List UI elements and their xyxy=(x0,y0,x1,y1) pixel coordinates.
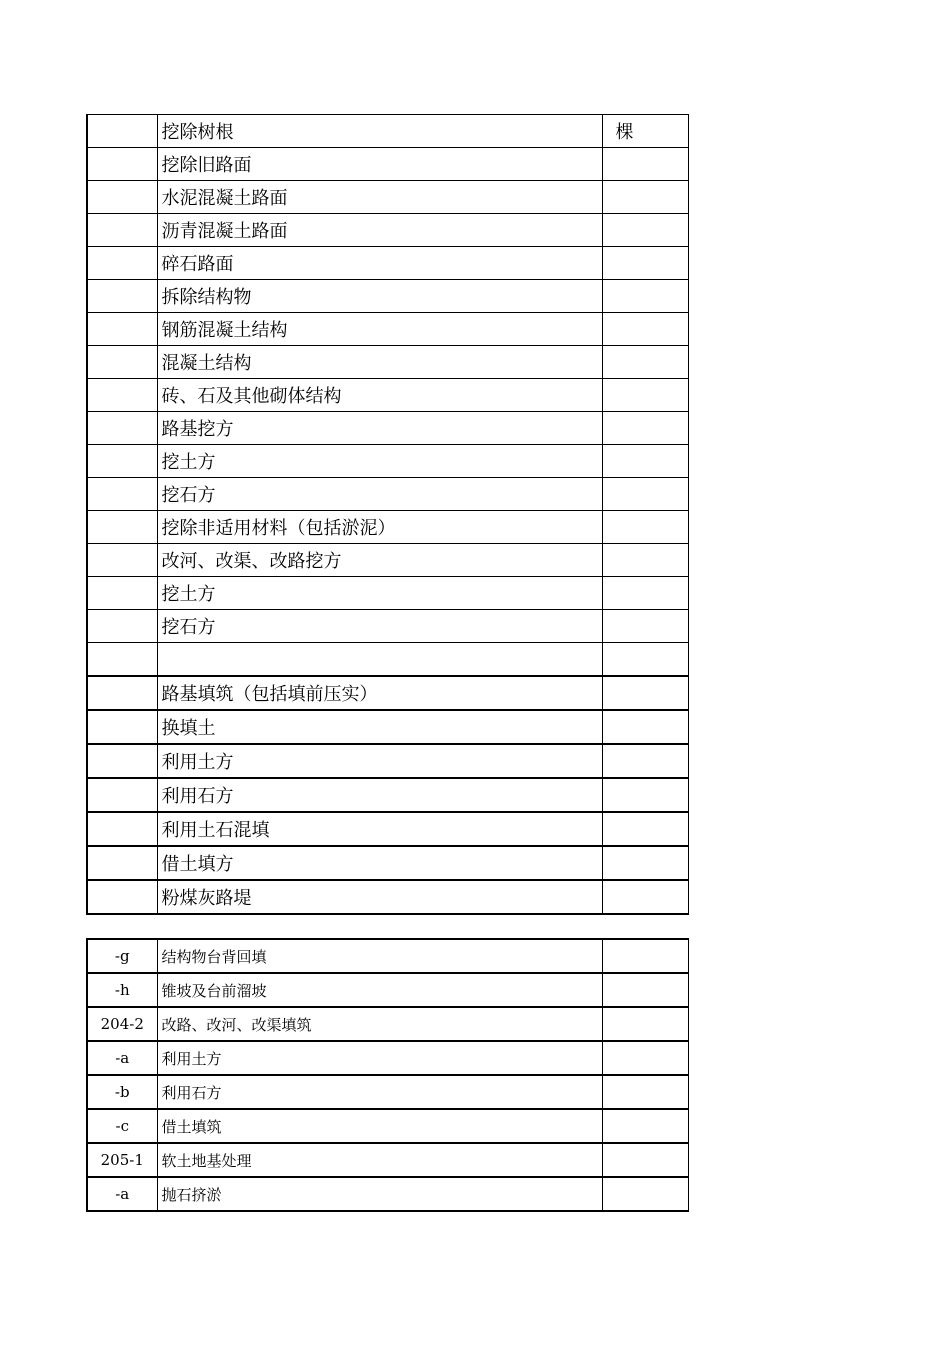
item-name-cell: 利用土方 xyxy=(157,744,602,778)
table-row xyxy=(87,511,688,544)
item-code-cell xyxy=(87,880,157,914)
item-name-cell: 混凝土结构 xyxy=(157,346,602,379)
table-row xyxy=(87,280,688,313)
item-code-cell xyxy=(87,710,157,744)
item-unit-cell xyxy=(602,379,688,412)
item-code-cell xyxy=(87,346,157,379)
item-name-cell: 借土填筑 xyxy=(157,1109,602,1143)
item-code-cell xyxy=(87,379,157,412)
table-row xyxy=(87,247,688,280)
table-row xyxy=(87,744,688,778)
item-name-cell: 利用土方 xyxy=(157,1041,602,1075)
item-code-cell xyxy=(87,744,157,778)
item-code-cell xyxy=(87,445,157,478)
table-row xyxy=(87,610,688,643)
table-row xyxy=(87,214,688,247)
item-name-cell: 结构物台背回填 xyxy=(157,939,602,973)
item-unit-cell xyxy=(602,939,688,973)
item-name-cell: 路基填筑（包括填前压实） xyxy=(157,676,602,710)
item-code-cell: -h xyxy=(87,973,157,1007)
table-row xyxy=(87,577,688,610)
item-code-cell xyxy=(87,148,157,181)
table-row xyxy=(87,939,688,973)
table-row xyxy=(87,1177,688,1211)
item-unit-cell xyxy=(602,812,688,846)
item-name-cell: 利用土石混填 xyxy=(157,812,602,846)
item-unit-cell xyxy=(602,880,688,914)
item-unit-cell xyxy=(602,313,688,346)
item-code-cell xyxy=(87,313,157,346)
table-row xyxy=(87,880,688,914)
item-unit-cell xyxy=(602,478,688,511)
item-code-cell xyxy=(87,115,157,148)
table-row xyxy=(87,181,688,214)
item-code-cell: -c xyxy=(87,1109,157,1143)
item-code-cell xyxy=(87,181,157,214)
item-name-cell: 水泥混凝土路面 xyxy=(157,181,602,214)
item-unit-cell xyxy=(602,1143,688,1177)
item-code-cell: -a xyxy=(87,1177,157,1211)
item-unit-cell xyxy=(602,710,688,744)
item-code-cell xyxy=(87,643,157,677)
item-unit-cell xyxy=(602,148,688,181)
item-code-cell: 205-1 xyxy=(87,1143,157,1177)
item-code-cell xyxy=(87,610,157,643)
item-name-cell: 换填土 xyxy=(157,710,602,744)
item-name-cell: 挖除旧路面 xyxy=(157,148,602,181)
item-code-cell xyxy=(87,412,157,445)
item-code-cell xyxy=(87,247,157,280)
item-code-cell xyxy=(87,280,157,313)
item-name-cell: 借土填方 xyxy=(157,846,602,880)
table-row xyxy=(87,710,688,744)
table-row xyxy=(87,445,688,478)
table-row xyxy=(87,379,688,412)
item-name-cell: 利用石方 xyxy=(157,1075,602,1109)
item-name-cell: 沥青混凝土路面 xyxy=(157,214,602,247)
item-unit-cell xyxy=(602,1041,688,1075)
item-unit-cell xyxy=(602,412,688,445)
item-code-cell xyxy=(87,214,157,247)
item-table-lower-body xyxy=(87,939,688,1211)
item-unit-cell xyxy=(602,346,688,379)
item-name-cell xyxy=(157,643,602,677)
item-unit-cell xyxy=(602,280,688,313)
table-row xyxy=(87,676,688,710)
item-name-cell: 砖、石及其他砌体结构 xyxy=(157,379,602,412)
item-name-cell: 挖除非适用材料（包括淤泥） xyxy=(157,511,602,544)
item-name-cell: 软土地基处理 xyxy=(157,1143,602,1177)
item-code-cell xyxy=(87,544,157,577)
item-unit-cell xyxy=(602,1007,688,1041)
table-row xyxy=(87,1075,688,1109)
table-row xyxy=(87,1007,688,1041)
item-name-cell: 锥坡及台前溜坡 xyxy=(157,973,602,1007)
item-code-cell xyxy=(87,778,157,812)
item-name-cell: 改河、改渠、改路挖方 xyxy=(157,544,602,577)
item-table-lower xyxy=(86,938,689,1212)
item-unit-cell xyxy=(602,181,688,214)
item-name-cell: 抛石挤淤 xyxy=(157,1177,602,1211)
item-code-cell: 204-2 xyxy=(87,1007,157,1041)
table-row xyxy=(87,478,688,511)
table-row xyxy=(87,846,688,880)
item-code-cell xyxy=(87,812,157,846)
item-unit-cell xyxy=(602,643,688,677)
item-code-cell xyxy=(87,577,157,610)
item-unit-cell xyxy=(602,214,688,247)
table-row xyxy=(87,544,688,577)
item-name-cell: 挖土方 xyxy=(157,445,602,478)
item-name-cell: 改路、改河、改渠填筑 xyxy=(157,1007,602,1041)
item-code-cell xyxy=(87,846,157,880)
item-name-cell: 碎石路面 xyxy=(157,247,602,280)
item-name-cell: 挖石方 xyxy=(157,478,602,511)
table-row xyxy=(87,973,688,1007)
table-row xyxy=(87,115,688,148)
item-unit-cell xyxy=(602,610,688,643)
item-unit-cell xyxy=(602,247,688,280)
item-name-cell: 挖土方 xyxy=(157,577,602,610)
table-row xyxy=(87,148,688,181)
item-code-cell xyxy=(87,511,157,544)
item-table-upper xyxy=(86,114,689,915)
table-row xyxy=(87,346,688,379)
table-row xyxy=(87,1143,688,1177)
item-unit-cell xyxy=(602,1109,688,1143)
table-row xyxy=(87,1041,688,1075)
table-row xyxy=(87,643,688,677)
table-row xyxy=(87,778,688,812)
item-name-cell: 路基挖方 xyxy=(157,412,602,445)
table-row xyxy=(87,1109,688,1143)
item-unit-cell xyxy=(602,1075,688,1109)
item-name-cell: 挖石方 xyxy=(157,610,602,643)
item-unit-cell xyxy=(602,744,688,778)
table-row xyxy=(87,313,688,346)
item-unit-cell xyxy=(602,544,688,577)
item-unit-cell: 棵 xyxy=(602,115,688,148)
item-unit-cell xyxy=(602,676,688,710)
item-name-cell: 拆除结构物 xyxy=(157,280,602,313)
item-unit-cell xyxy=(602,846,688,880)
item-code-cell: -g xyxy=(87,939,157,973)
item-table-upper-body xyxy=(87,115,688,915)
table-row xyxy=(87,412,688,445)
item-unit-cell xyxy=(602,778,688,812)
item-unit-cell xyxy=(602,577,688,610)
item-unit-cell xyxy=(602,1177,688,1211)
item-name-cell: 利用石方 xyxy=(157,778,602,812)
item-code-cell xyxy=(87,676,157,710)
item-unit-cell xyxy=(602,511,688,544)
item-unit-cell xyxy=(602,445,688,478)
item-name-cell: 粉煤灰路堤 xyxy=(157,880,602,914)
table-row xyxy=(87,812,688,846)
item-code-cell xyxy=(87,478,157,511)
item-name-cell: 挖除树根 xyxy=(157,115,602,148)
item-code-cell: -b xyxy=(87,1075,157,1109)
item-code-cell: -a xyxy=(87,1041,157,1075)
item-unit-cell xyxy=(602,973,688,1007)
item-name-cell: 钢筋混凝土结构 xyxy=(157,313,602,346)
